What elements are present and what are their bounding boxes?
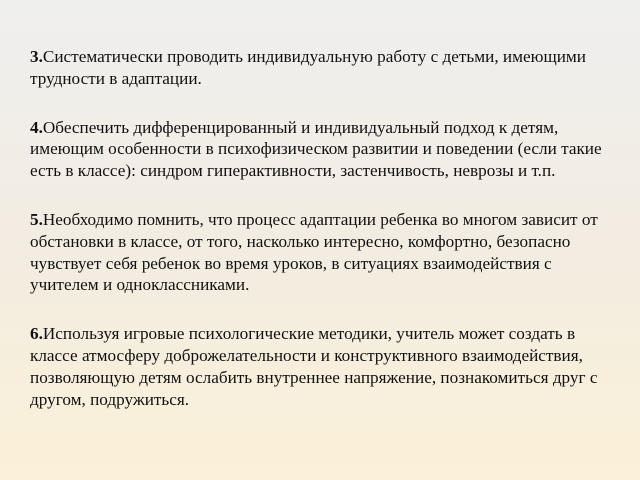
- paragraph-point-5: [30, 209, 622, 296]
- paragraph-point-3: [30, 46, 622, 90]
- point-number: 3.: [30, 47, 43, 66]
- point-text: Обеспечить дифференцированный и индивидуальный подход к детям, имеющим особенности в психофизическом развитии и поведении (если такие есть в классе): синдром гиперактивности, застенчивость, неврозы и т.п.: [30, 117, 602, 181]
- point-text: Используя игровые психологические методики, учитель может создать в классе атмосферу доброжелательности и конструктивного взаимодействия, позволяющую детям ослабить внутреннее напряжение, познакомиться друг с другом, подружиться.: [30, 324, 598, 409]
- paragraph-point-6: [30, 323, 622, 410]
- point-text: Необходимо помнить, что процесс адаптации ребенка во многом зависит от обстановки в классе, от того, насколько интересно, комфортно, безопасно чувствует себя ребенок во время уроков, в ситуациях взаимодействия с учителем и одноклассниками.: [30, 209, 598, 295]
- paragraph-point-4: [30, 117, 622, 182]
- point-number: 4.: [30, 117, 43, 137]
- point-text: Систематически проводить индивидуальную работу с детьми, имеющими трудности в адаптации.: [30, 47, 586, 88]
- point-number: 5.: [30, 209, 43, 229]
- point-number: 6.: [30, 324, 43, 344]
